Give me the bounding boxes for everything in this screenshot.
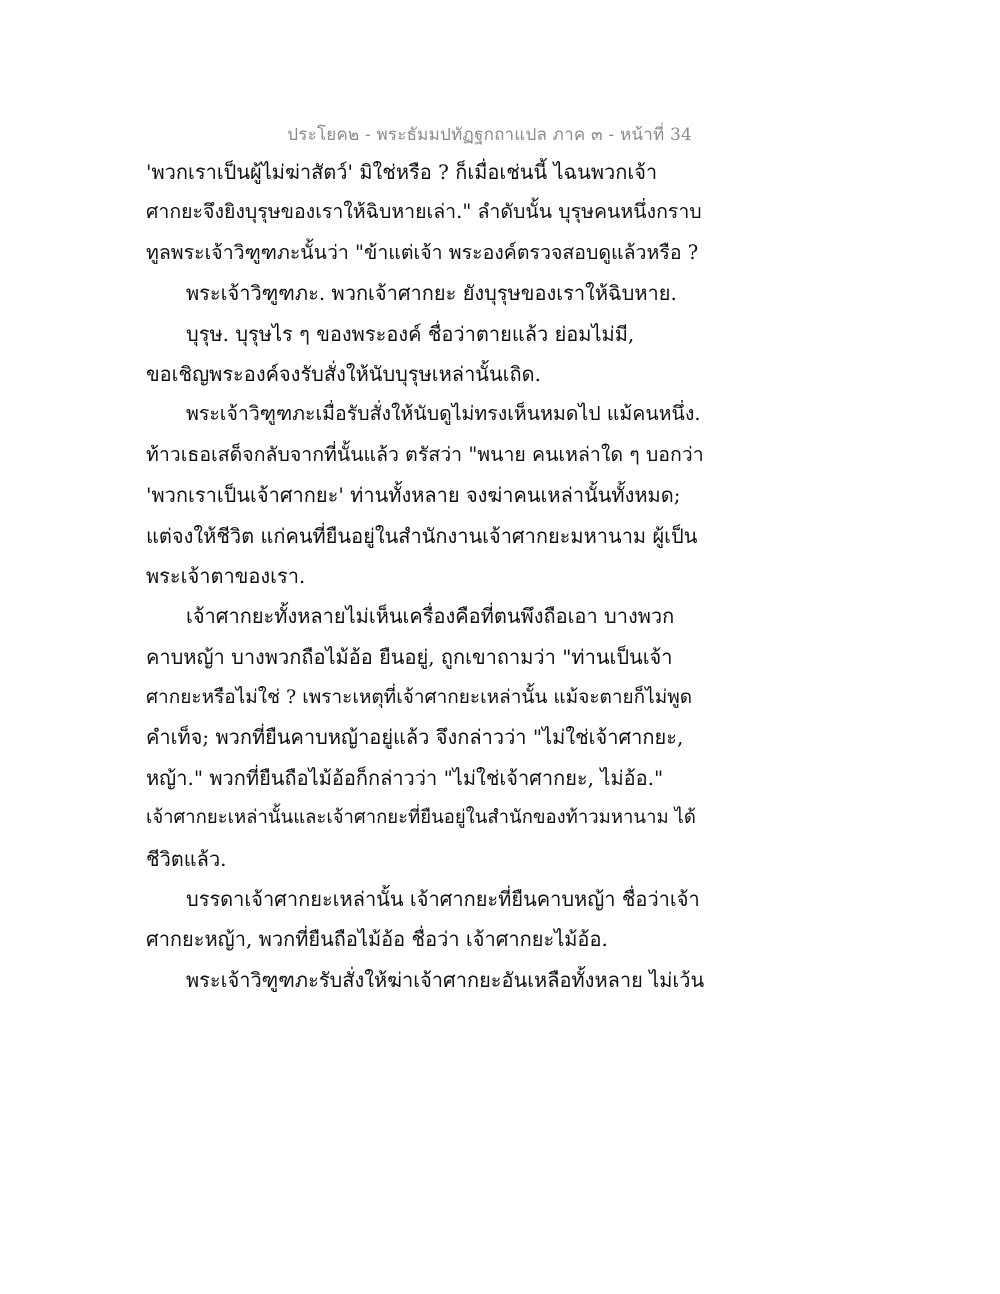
text-line: พระเจ้าตาของเรา. <box>146 563 306 588</box>
text-line: พระเจ้าวิฑูฑภะ. พวกเจ้าศากยะ ยังบุรุษของเราให้ฉิบหาย. <box>186 281 677 306</box>
running-header: ประโยค๒ - พระธัมมปทัฏฐกถาแปล ภาค ๓ - หน้าที่ 34 <box>287 125 692 145</box>
text-line: 'พวกเราเป็นเจ้าศากยะ' ท่านทั้งหลาย จงฆ่าคนเหล่านั้นทั้งหมด; <box>146 483 681 508</box>
text-line: บรรดาเจ้าศากยะเหล่านั้น เจ้าศากยะที่ยืนคาบหญ้า ชื่อว่าเจ้า <box>186 887 700 912</box>
text-line: คาบหญ้า บางพวกถือไม้อ้อ ยืนอยู่, ถูกเขาถามว่า "ท่านเป็นเจ้า <box>146 644 673 669</box>
text-line: เจ้าศากยะเหล่านั้นและเจ้าศากยะที่ยืนอยู่ในสำนักของท้าวมหานาม ได้ <box>146 807 696 829</box>
text-line: บุรุษ. บุรุษไร ๆ ของพระองค์ ชื่อว่าตายแล้ว ย่อมไม่มี, <box>186 321 635 346</box>
text-line: ขอเชิญพระองค์จงรับสั่งให้นับบุรุษเหล่านั้นเถิด. <box>146 361 541 386</box>
text-line: ท้าวเธอเสด็จกลับจากที่นั้นแล้ว ตรัสว่า "พนาย คนเหล่าใด ๆ บอกว่า <box>146 442 704 466</box>
text-line: คำเท็จ; พวกที่ยืนคาบหญ้าอยู่แล้ว จึงกล่าวว่า "ไม่ใช่เจ้าศากยะ, <box>146 725 684 750</box>
text-line: หญ้า." พวกที่ยืนถือไม้อ้อก็กล่าวว่า "ไม่ใช่เจ้าศากยะ, ไม่อ้อ." <box>146 765 664 790</box>
text-line: ศากยะจึงยิงบุรุษของเราให้ฉิบหายเล่า." ลำดับนั้น บุรุษคนหนึ่งกราบ <box>146 200 702 224</box>
text-line: เจ้าศากยะทั้งหลายไม่เห็นเครื่องคือที่ตนพึงถือเอา บางพวก <box>186 604 675 629</box>
text-line: ทูลพระเจ้าวิฑูฑภะนั้นว่า "ข้าแต่เจ้า พระองค์ตรวจสอบดูแล้วหรือ ? <box>146 240 699 264</box>
text-line: ศากยะหญ้า, พวกที่ยืนถือไม้อ้อ ชื่อว่า เจ้าศากยะไม้อ้อ. <box>146 927 608 952</box>
text-line: พระเจ้าวิฑูฑภะเมื่อรับสั่งให้นับดูไม่ทรงเห็นหมดไป แม้คนหนึ่ง. <box>186 402 701 426</box>
text-line: 'พวกเราเป็นผู้ไม่ฆ่าสัตว์' มิใช่หรือ ? ก็เมื่อเช่นนี้ ไฉนพวกเจ้า <box>146 160 658 184</box>
text-line: ชีวิตแล้ว. <box>146 846 227 871</box>
body-text <box>146 152 706 1000</box>
text-line: ศากยะหรือไม่ใช่ ? เพราะเหตุที่เจ้าศากยะเหล่านั้น แม้จะตายก็ไม่พูด <box>146 686 693 709</box>
text-line: พระเจ้าวิฑูฑภะรับสั่งให้ฆ่าเจ้าศากยะอันเหลือทั้งหลาย ไม่เว้น <box>186 967 705 992</box>
text-line: แต่จงให้ชีวิต แก่คนที่ยืนอยู่ในสำนักงานเจ้าศากยะมหานาม ผู้เป็น <box>146 523 698 548</box>
